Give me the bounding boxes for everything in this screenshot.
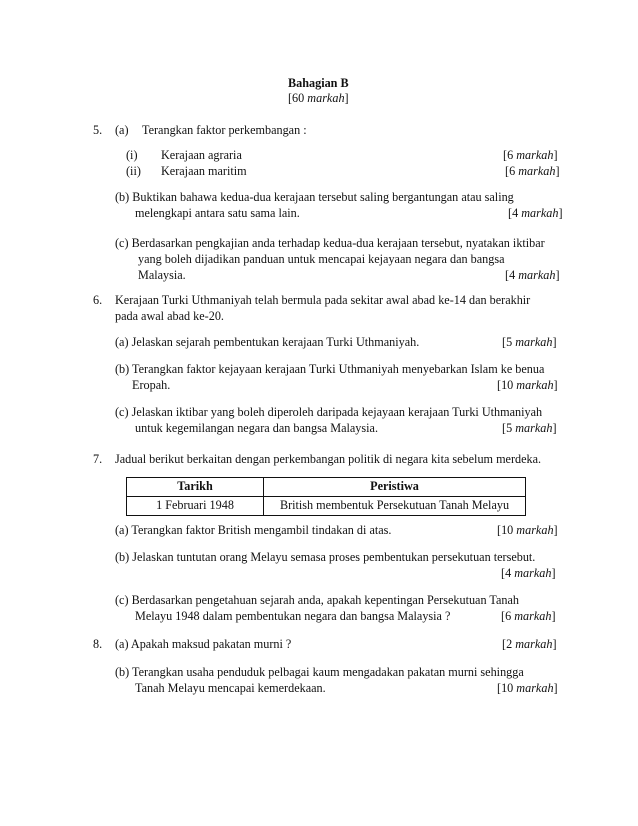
question-6-line-1: Kerajaan Turki Uthmaniyah telah bermula pada sekitar awal abad ke-14 dan berakhir <box>115 293 531 307</box>
question-7-line-1: Jadual berikut berkaitan dengan perkembangan politik di negara kita sebelum merdeka. <box>115 452 542 466</box>
question-5c-line-2: yang boleh dijadikan panduan untuk mencapai kejayaan negara dan bangsa <box>138 252 505 266</box>
question-6-line-2: pada awal abad ke-20. <box>115 309 224 323</box>
question-7c-line-2: Melayu 1948 dalam pembentukan negara dan bangsa Malaysia ? <box>135 609 451 623</box>
question-5a-ii-marks: [6 markah] <box>505 164 560 178</box>
question-5a-label: (a) <box>115 123 129 137</box>
question-6c-marks: [5 markah] <box>502 421 557 435</box>
question-7b-text: (b) Jelaskan tuntutan orang Melayu semasa proses pembentukan persekutuan tersebut. <box>115 550 536 564</box>
question-7c-line-1: (c) Berdasarkan pengetahuan sejarah anda, apakah kepentingan Persekutuan Tanah <box>115 593 519 607</box>
question-7a-marks: [10 markah] <box>497 523 558 537</box>
question-8b-line-2: Tanah Melayu mencapai kemerdekaan. <box>135 681 326 695</box>
table-header-row <box>127 478 526 497</box>
question-5a-i-marks: [6 markah] <box>503 148 558 162</box>
question-7b-marks: [4 markah] <box>501 566 556 580</box>
question-6-number: 6. <box>93 293 103 307</box>
question-6a-marks: [5 markah] <box>502 335 557 349</box>
question-5c-marks: [4 markah] <box>505 268 560 282</box>
question-5b-marks: [4 markah] <box>508 206 563 220</box>
question-5-number: 5. <box>93 123 103 137</box>
question-5c-line-3: Malaysia. <box>138 268 186 282</box>
question-6b-marks: [10 markah] <box>497 378 558 392</box>
section-total-marks: [60 markah] <box>288 91 349 105</box>
question-5a-i-text: Kerajaan agraria <box>161 148 242 162</box>
section-title: Bahagian B <box>288 76 349 90</box>
question-6b-line-1: (b) Terangkan faktor kejayaan kerajaan Turki Uthmaniyah menyebarkan Islam ke benua <box>115 362 545 376</box>
question-5a-ii-label: (ii) <box>126 164 141 178</box>
question-8b-line-1: (b) Terangkan usaha penduduk pelbagai kaum mengadakan pakatan murni sehingga <box>115 665 524 679</box>
table-cell-event: British membentuk Persekutuan Tanah Melayu <box>264 496 526 515</box>
table-row <box>127 496 526 515</box>
question-6b-line-2: Eropah. <box>132 378 171 392</box>
question-5a-text: Terangkan faktor perkembangan : <box>142 123 307 137</box>
question-7-number: 7. <box>93 452 103 466</box>
table-header-event: Peristiwa <box>264 478 526 497</box>
question-8-number: 8. <box>93 637 103 651</box>
question-8a-marks: [2 markah] <box>502 637 557 651</box>
question-5a-i-label: (i) <box>126 148 138 162</box>
events-table <box>126 477 526 516</box>
table-cell-date: 1 Februari 1948 <box>127 496 264 515</box>
question-5c-line-1: (c) Berdasarkan pengkajian anda terhadap kedua-dua kerajaan tersebut, nyatakan iktibar <box>115 236 545 250</box>
question-5b-line-1: (b) Buktikan bahawa kedua-dua kerajaan tersebut saling bergantungan atau saling <box>115 190 514 204</box>
question-7a-text: (a) Terangkan faktor British mengambil tindakan di atas. <box>115 523 392 537</box>
question-5a-ii-text: Kerajaan maritim <box>161 164 247 178</box>
question-8a-text: (a) Apakah maksud pakatan murni ? <box>115 637 292 651</box>
question-6c-line-1: (c) Jelaskan iktibar yang boleh diperoleh daripada kejayaan kerajaan Turki Uthmaniyah <box>115 405 543 419</box>
question-7c-marks: [6 markah] <box>501 609 556 623</box>
table-header-date: Tarikh <box>127 478 264 497</box>
question-6a-text: (a) Jelaskan sejarah pembentukan kerajaan Turki Uthmaniyah. <box>115 335 420 349</box>
question-5b-line-2: melengkapi antara satu sama lain. <box>135 206 300 220</box>
question-6c-line-2: untuk kegemilangan negara dan bangsa Malaysia. <box>135 421 378 435</box>
question-8b-marks: [10 markah] <box>497 681 558 695</box>
